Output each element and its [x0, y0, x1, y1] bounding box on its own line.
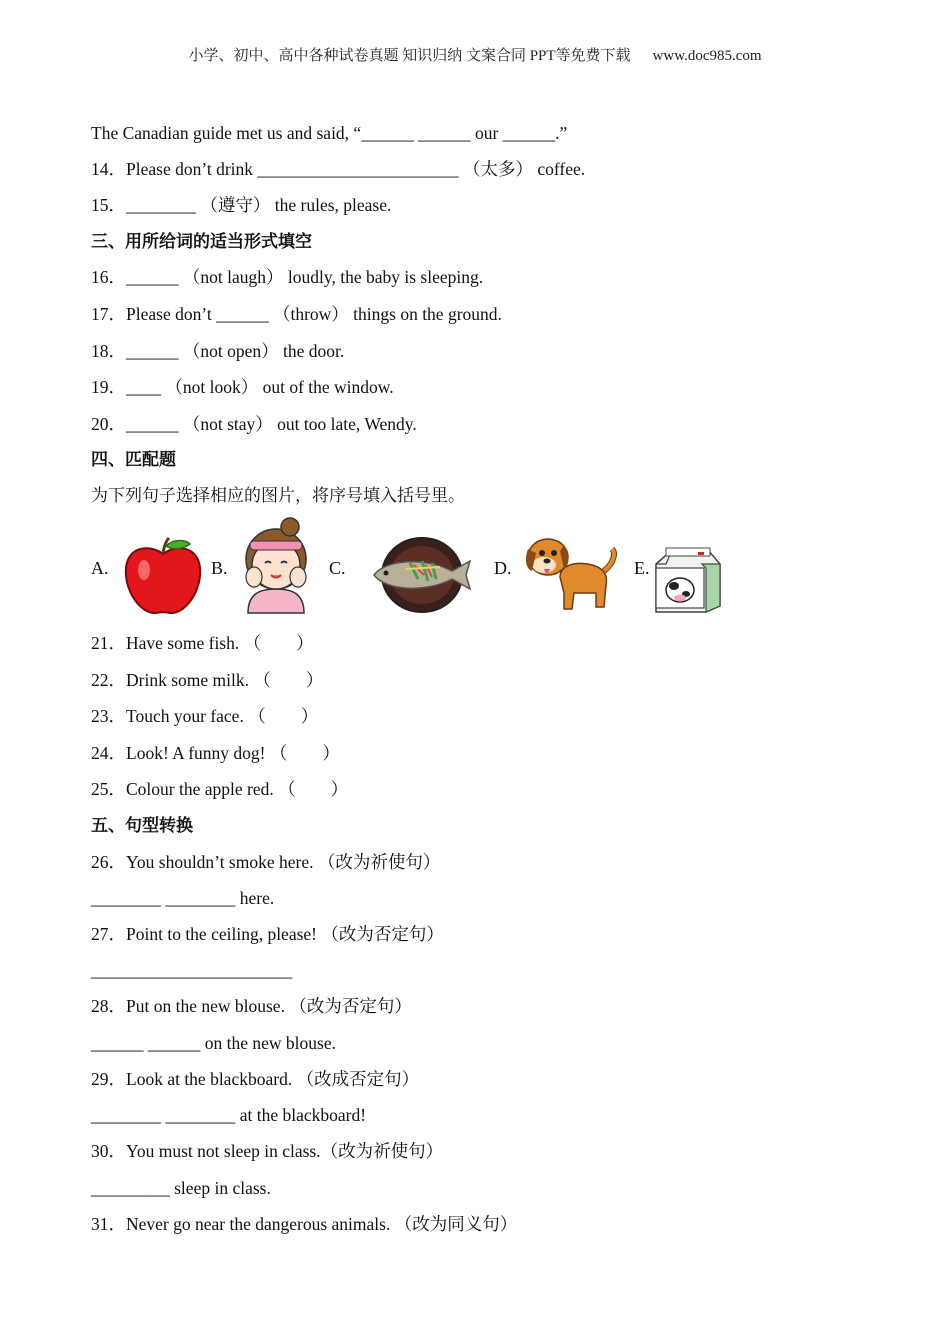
page-header	[0, 44, 950, 65]
section-5-title: 五、句型转换	[91, 816, 193, 836]
question-21: 21．Have some fish. （ ）	[91, 633, 314, 653]
milk-carton-icon	[650, 544, 724, 614]
option-b-label: B.	[211, 558, 228, 578]
answer-line-27: _______________________	[91, 960, 293, 980]
question-18: 18．______ （not open） the door.	[91, 341, 345, 361]
question-30: 30．You must not sleep in class.（改为祈使句）	[91, 1141, 444, 1161]
header-text: 小学、初中、高中各种试卷真题 知识归纳 文案合同 PPT等免费下载	[188, 48, 631, 64]
dog-icon	[520, 531, 620, 615]
option-e-label: E.	[634, 558, 650, 578]
question-16: 16．______ （not laugh） loudly, the baby is sleeping.	[91, 267, 484, 287]
question-19: 19．____ （not look） out of the window.	[91, 377, 394, 397]
question-26: 26．You shouldn’t smoke here. （改为祈使句）	[91, 852, 441, 872]
question-17: 17．Please don’t ______ （throw） things on the ground.	[91, 304, 502, 324]
question-29: 29．Look at the blackboard. （改成否定句）	[91, 1069, 420, 1089]
option-d-label: D.	[494, 558, 512, 578]
girl-touching-face-icon	[238, 517, 314, 615]
line-13: The Canadian guide met us and said, “______ ______ our ______.”	[91, 123, 568, 143]
question-15: 15．________ （遵守） the rules, please.	[91, 195, 392, 215]
section-4-title: 四、匹配题	[91, 450, 176, 470]
section-3-title: 三、用所给词的适当形式填空	[91, 232, 312, 252]
instruction: 为下列句子选择相应的图片，将序号填入括号里。	[91, 486, 465, 506]
fish-dish-icon	[366, 535, 478, 615]
answer-line-30: _________ sleep in class.	[91, 1178, 271, 1198]
question-24: 24．Look! A funny dog! （ ）	[91, 743, 340, 763]
question-14: 14．Please don’t drink _______________________ （太多） coffee.	[91, 159, 586, 179]
question-20: 20．______ （not stay） out too late, Wendy.	[91, 414, 417, 434]
header-site: www.doc985.com	[652, 48, 762, 64]
question-27: 27．Point to the ceiling, please! （改为否定句）	[91, 924, 444, 944]
answer-line-26: ________ ________ here.	[91, 888, 275, 908]
answer-line-28: ______ ______ on the new blouse.	[91, 1033, 336, 1053]
question-28: 28．Put on the new blouse. （改为否定句）	[91, 996, 412, 1016]
answer-line-29: ________ ________ at the blackboard!	[91, 1105, 367, 1125]
question-31: 31．Never go near the dangerous animals. （改为同义句）	[91, 1214, 518, 1234]
question-22: 22．Drink some milk. （ ）	[91, 670, 324, 690]
question-23: 23．Touch your face. （ ）	[91, 706, 319, 726]
apple-icon	[120, 536, 206, 616]
question-25: 25．Colour the apple red. （ ）	[91, 779, 349, 799]
option-a-label: A.	[91, 558, 109, 578]
option-c-label: C.	[329, 558, 346, 578]
